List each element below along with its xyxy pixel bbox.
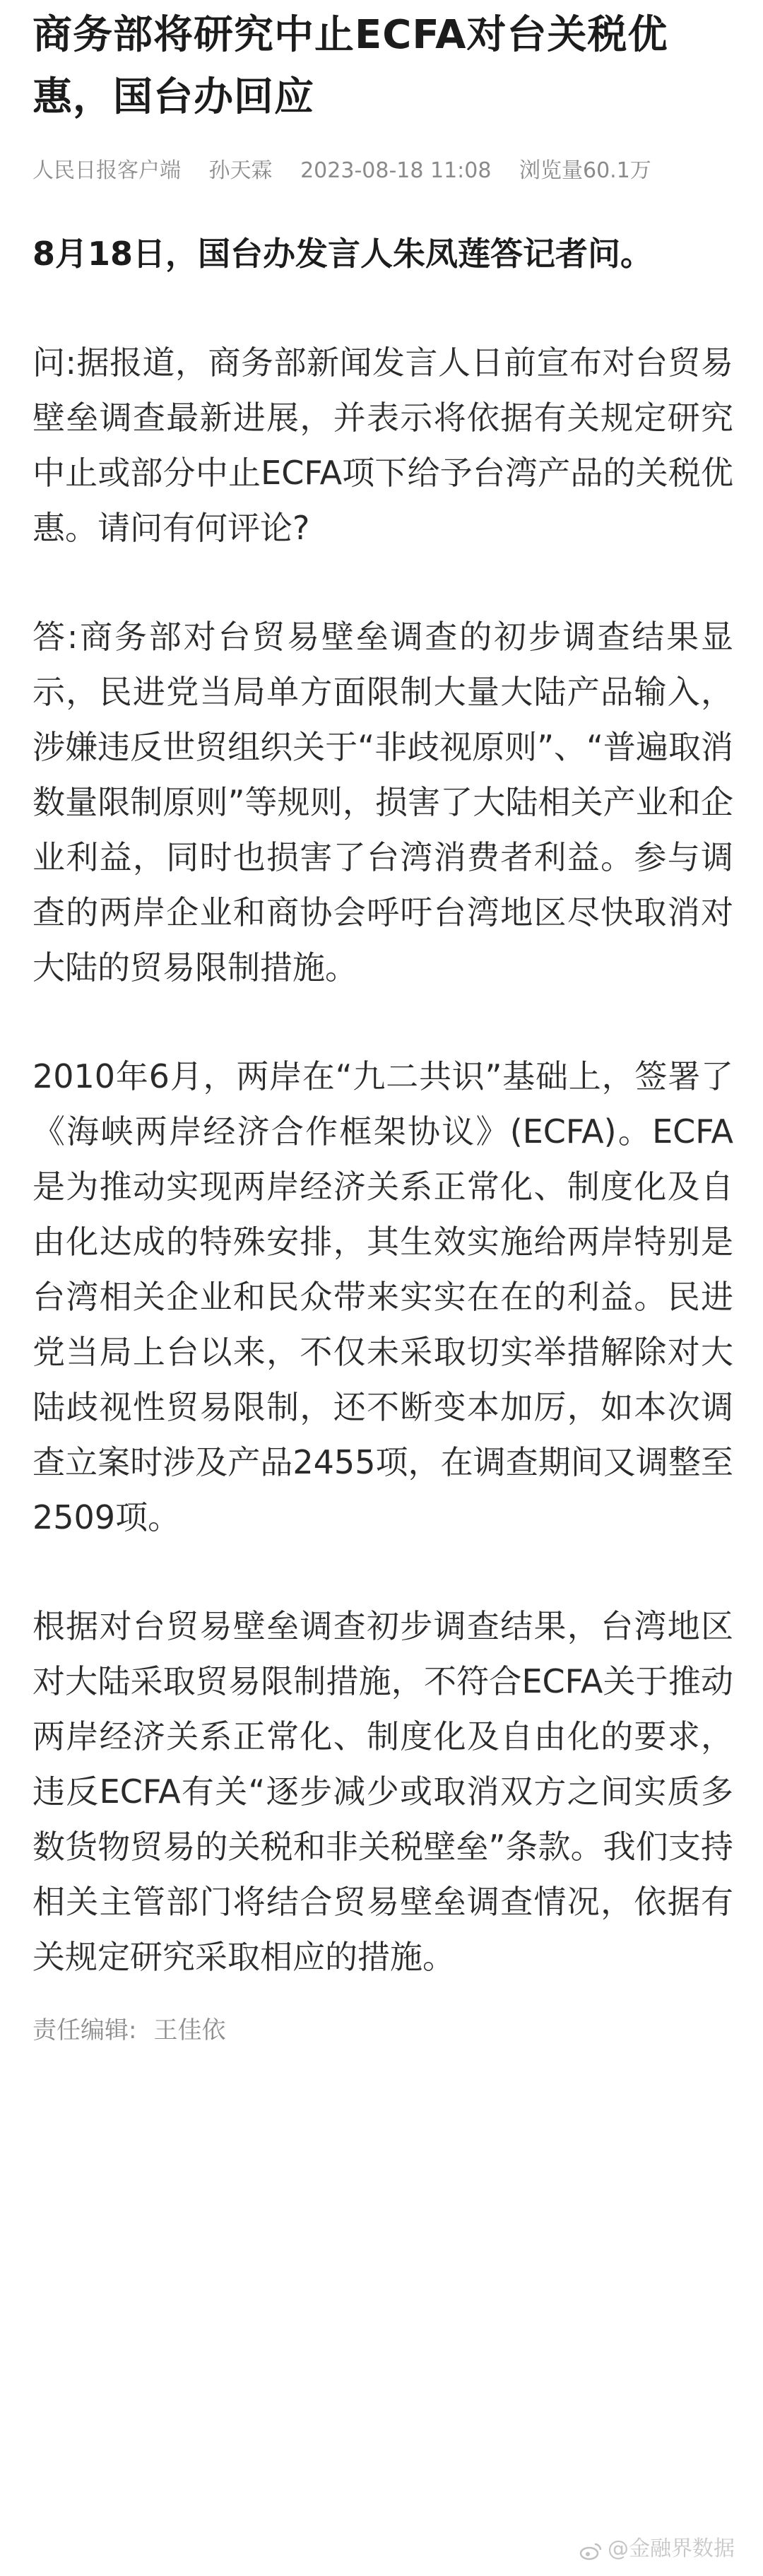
editor-label: 责任编辑: — [32, 2016, 137, 2045]
article-datetime: 2023-08-18 11:08 — [300, 158, 492, 183]
article — [32, 0, 733, 2048]
article-editor — [32, 2013, 733, 2048]
article-lead: 8月18日，国台办发言人朱凤莲答记者问。 — [32, 235, 653, 273]
article-title: 商务部将研究中止ECFA对台关税优惠，国台办回应 — [32, 12, 668, 120]
weibo-icon — [579, 2540, 602, 2558]
editor-name: 王佳依 — [153, 2016, 226, 2045]
article-author: 孙天霖 — [208, 158, 273, 183]
article-paragraph-answer: 答:商务部对台贸易壁垒调查的初步调查结果显示，民进党当局单方面限制大量大陆产品输入，涉嫌违反世贸组织关于“非歧视原则”、“普遍取消数量限制原则”等规则，损害了大陆相关产业和企业利益，同时也损害了台湾消费者利益。参与调查的两岸企业和商协会呼吁台湾地区尽快取消对大陆的贸易限制措施。 — [32, 618, 733, 987]
article-views: 浏览量60.1万 — [519, 158, 651, 183]
article-paragraph-conclusion: 根据对台贸易壁垒调查初步调查结果，台湾地区对大陆采取贸易限制措施，不符合ECFA关于推动两岸经济关系正常化、制度化及自由化的要求，违反ECFA有关“逐步减少或取消双方之间实质多数货物贸易的关税和非关税壁垒”条款。我们支持相关主管部门将结合贸易壁垒调查情况，依据有关规定研究采取相应的措施。 — [32, 1607, 733, 1976]
watermark-text: @金融界数据 — [608, 2536, 735, 2561]
article-source[interactable]: 人民日报客户端 — [32, 158, 181, 183]
article-paragraph-ecfa-history: 2010年6月，两岸在“九二共识”基础上，签署了《海峡两岸经济合作框架协议》(ECFA)。ECFA是为推动实现两岸经济关系正常化、制度化及自由化达成的特殊安排，其生效实施给两岸特别是台湾相关企业和民众带来实实在在的利益。民进党当局上台以来，不仅未采取切实举措解除对大陆歧视性贸易限制，还不断变本加厉，如本次调查立案时涉及产品2455项，在调查期间又调整至2509项。 — [32, 1057, 733, 1536]
watermark — [579, 2535, 735, 2563]
article-meta — [32, 157, 733, 185]
article-paragraph-question: 问:据报道，商务部新闻发言人日前宣布对台贸易壁垒调查最新进展，并表示将依据有关规定研究中止或部分中止ECFA项下给予台湾产品的关税优惠。请问有何评论? — [32, 343, 733, 547]
